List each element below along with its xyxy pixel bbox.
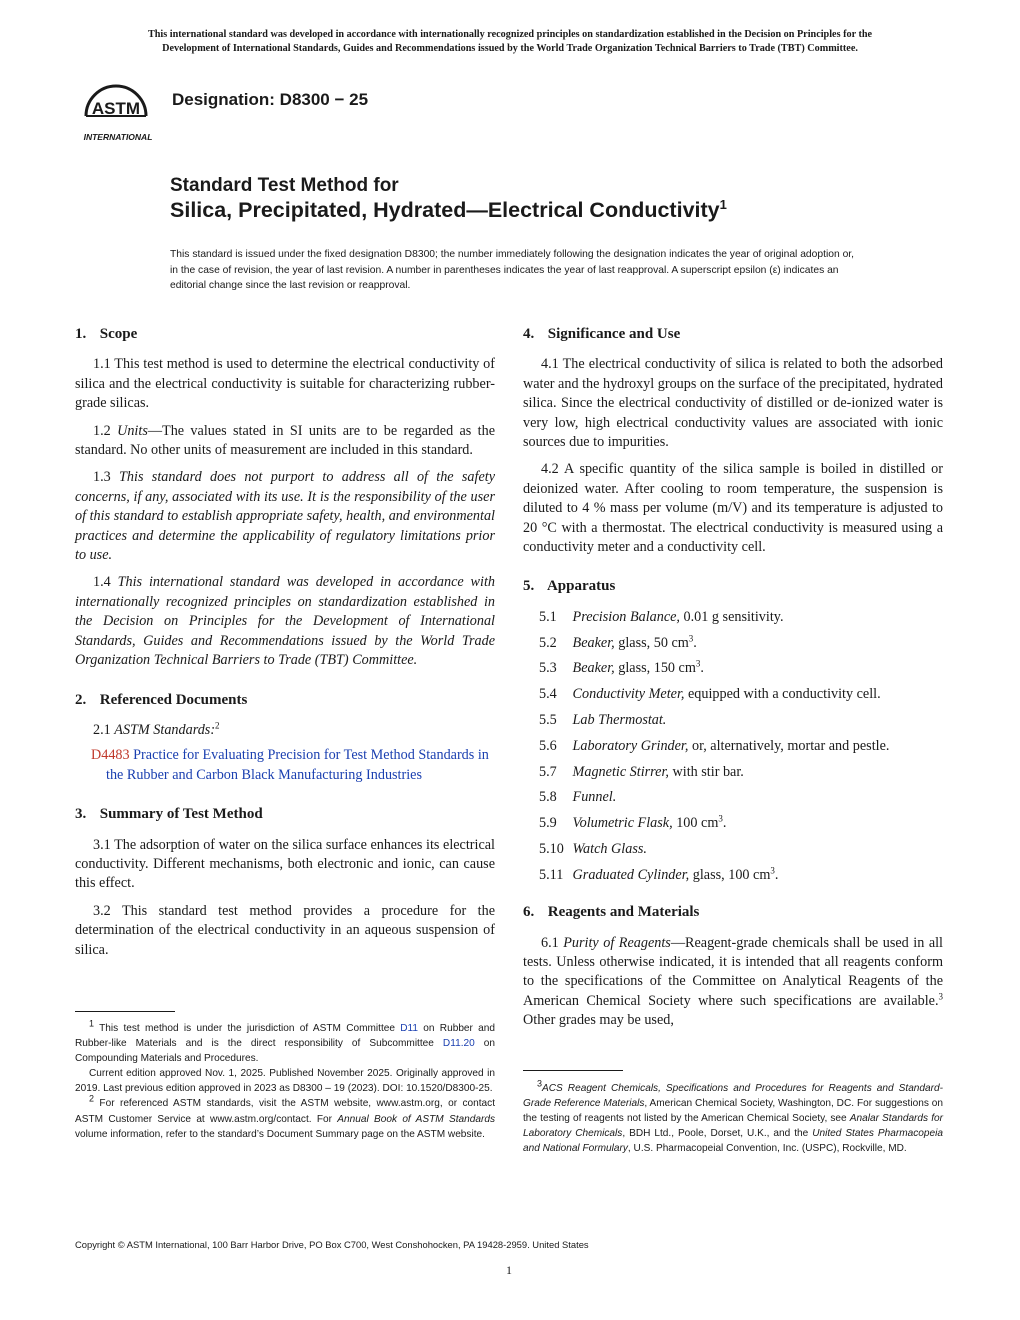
section-heading-scope: 1. Scope xyxy=(75,326,138,342)
footnote-1: $^1$ This test method is under the jurisdiction of ASTM Committee D11 on Rubber and Rubber-like Materials and is the direct responsibility of Subcommittee D11.20 on Compounding Materials and Procedures. xyxy=(75,1018,496,1065)
title-line-1: Standard Test Method for xyxy=(170,175,399,196)
designation: Designation: D8300 − 25 xyxy=(172,90,369,109)
section-heading-significance: 4. Significance and Use xyxy=(523,326,681,342)
section-heading-referenced-documents: 2. Referenced Documents xyxy=(75,691,248,708)
para-1-3: 1.3 This standard does not purport to address all of the safety concerns, if any, associated with its use. It is the responsibility of the user of this standard to establish appropriate safety, health, and environmental practices and determine the applicability of regulatory limitations prior to use. xyxy=(75,469,495,564)
apparatus-item: 5.3 Beaker, glass, 150 $cm^3$. xyxy=(539,658,704,677)
apparatus-list xyxy=(523,608,943,885)
para-2-1: 2.1 ASTM Standards:$^2$ xyxy=(93,720,220,738)
apparatus-item: 5.4 Conductivity Meter, equipped with a conductivity cell. xyxy=(539,686,881,703)
reference-code[interactable]: D4483 xyxy=(91,747,130,764)
apparatus-item: 5.2 Beaker, glass, 50 $cm^3$. xyxy=(539,632,697,651)
title-footnote-marker: 1 xyxy=(719,196,727,212)
para-4-2: 4.2 A specific quantity of the silica sample is boiled in distilled or deionized water. After cooling to room temperature, the suspension is diluted to 4 % mass per volume (m/V) and its temperature is adjusted to 20 °C with a thermostat. The electrical conductivity is measured using a conductivity meter and a conductivity cell. xyxy=(523,461,943,556)
title-text: Silica, Precipitated, Hydrated—Electrical Conductivity xyxy=(170,198,720,222)
footnote-1-edition: Current edition approved Nov. 1, 2025. Published November 2025. Originally approved in 2019. Last previous edition approved in 2023 as D8300 – 19 (2023). DOI: 10.1520/D8300-25. xyxy=(75,1068,495,1095)
apparatus-item: 5.7 Magnetic Stirrer, with stir bar. xyxy=(539,763,744,780)
para-3-1: 3.1 The adsorption of water on the silica surface enhances its electrical conductivity. Different mechanisms, both electronic and ionic, can cause this effect. xyxy=(75,836,495,892)
apparatus-item: 5.6 Laboratory Grinder, or, alternatively, mortar and pestle. xyxy=(539,737,890,754)
apparatus-item: 5.10 Watch Glass. xyxy=(539,841,647,858)
copyright-notice: Copyright © ASTM International, 100 Barr Harbor Drive, PO Box C700, West Conshohocken, PA 19428-2959. United States xyxy=(75,1239,589,1250)
committee-d11-link[interactable]: D11 xyxy=(400,1023,419,1034)
para-3-2: 3.2 This standard test method provides a procedure for the determination of the electrical conductivity in an aqueous suspension of silica. xyxy=(75,902,495,958)
apparatus-item: 5.5 Lab Thermostat. xyxy=(539,712,667,729)
footnote-3: $^3$ACS Reagent Chemicals, Specifications and Procedures for Reagents and Standard-Grade Reference Materials, American Chemical Society, Washington, DC. For suggestions on the testing of reagents not listed by the American Chemical Society, see Analar Standards for Laboratory Chemicals, BDH Ltd., Poole, Dorset, U.K., and the United States Pharmacopeia and National Formulary, U.S. Pharmacopeial Convention, Inc. (USPC), Rockville, MD. xyxy=(523,1078,943,1155)
astm-logo xyxy=(74,76,162,144)
subcommittee-d11-20-link[interactable]: D11.20 xyxy=(442,1038,475,1050)
left-column xyxy=(75,322,495,968)
para-6-1: 6.1 Purity of Reagents—Reagent-grade chemicals shall be used in all tests. Unless otherwise indicated, it is intended that all reagents conform to the specifications of the Committee on Analytical Reagents of the American Chemical Society where such specifications are available.$^3$ Other grades may be used, xyxy=(523,934,943,1029)
standard-notice xyxy=(60,28,960,56)
footnotes-right xyxy=(523,1078,943,1156)
section-heading-summary: 3. Summary of Test Method xyxy=(75,806,263,823)
apparatus-item: 5.8 Funnel. xyxy=(539,789,617,806)
footnote-2: $^2$ For referenced ASTM standards, visit the ASTM website, www.astm.org, or contact ASTM Customer Service at www.astm.org/contact. For Annual Book of ASTM Standards volume information, refer to the standard’s Document Summary page on the ASTM website. xyxy=(75,1094,495,1140)
logo-text: ASTM xyxy=(91,99,141,118)
right-column xyxy=(523,322,943,1039)
title-line-2 xyxy=(170,198,727,223)
footnote-rule-right xyxy=(523,1070,623,1071)
notice-line-1: This international standard was developed in accordance with internationally recognized principles on standardization established in the Decision on Principles for the xyxy=(147,29,873,40)
footnotes-left xyxy=(75,1018,496,1142)
apparatus-item: 5.1 Precision Balance, 0.01 g sensitivity. xyxy=(539,608,784,625)
para-1-1: 1.1 This test method is used to determine the electrical conductivity of silica and the electrical conductivity is suitable for characterizing rubber-grade silicas. xyxy=(75,356,495,412)
apparatus-item: 5.11 Graduated Cylinder, glass, 100 $cm^3$. xyxy=(539,865,779,883)
footnote-rule-left xyxy=(75,1011,175,1012)
para-1-4: 1.4 This international standard was developed in accordance with internationally recognized principles on standardization established in the Decision on Principles for the Development of International Standards, Guides and Recommendations issued by the World Trade Organization Technical Barriers to Trade (TBT) Committee. xyxy=(75,574,495,669)
notice-line-2: Development of International Standards, Guides and Recommendations issued by the World Trade Organization Technical Barriers to Trade (TBT) Committee. xyxy=(162,43,858,54)
reference-title[interactable]: Practice for Evaluating Precision for Test Method Standards in the Rubber and Carbon Black Manufacturing Industries xyxy=(106,747,489,783)
reference-d4483-link[interactable] xyxy=(75,746,495,785)
page-number: 1 xyxy=(506,1263,512,1277)
section-heading-reagents: 6. Reagents and Materials xyxy=(523,904,700,921)
apparatus-item: 5.9 Volumetric Flask, 100 $cm^3$. xyxy=(539,813,727,832)
para-4-1: 4.1 The electrical conductivity of silica is related to both the adsorbed water and the hydroxyl groups on the surface of the precipitated, hydrated silica. Since the electrical conductivity of distilled or de-ionized water is very low, high electrical conductivity values are associated with ionic sources due to impurities. xyxy=(523,356,943,451)
issuance-statement: This standard is issued under the fixed designation D8300; the number immediately following the designation indicates the year of original adoption or, in the case of revision, the year of last revision. A number in parentheses indicates the year of last reapproval. A superscript epsilon (ε) indicates an editorial change since the last revision or reapproval. xyxy=(170,249,855,292)
logo-subtext: INTERNATIONAL xyxy=(83,132,153,142)
section-heading-apparatus: 5. Apparatus xyxy=(523,578,616,595)
para-1-2: 1.2 Units—The values stated in SI units are to be regarded as the standard. No other units of measurement are included in this standard. xyxy=(75,422,496,459)
